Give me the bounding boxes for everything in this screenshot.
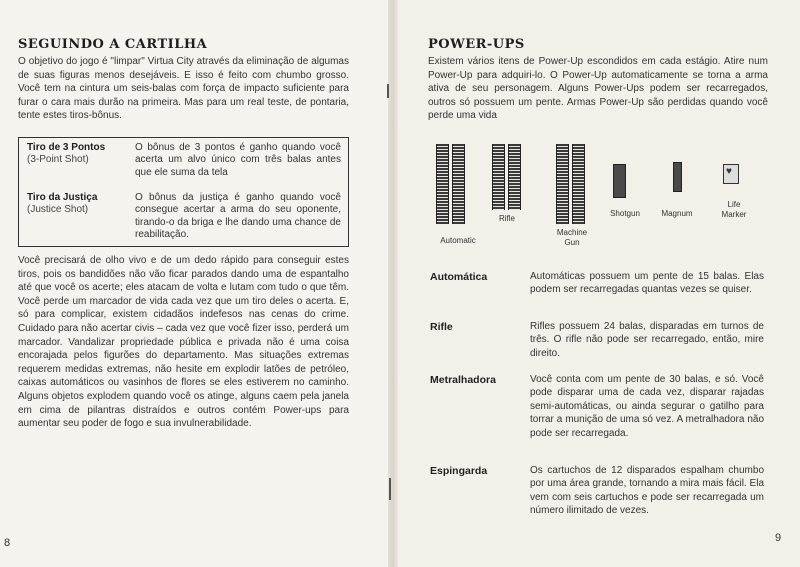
shotgun-label: Shotgun	[610, 209, 640, 218]
left-page	[0, 0, 392, 567]
right-page-intro: Existem vários itens de Power-Up escondidos em cada estágio. Atire num Power-Up para adquiri-lo. O Power-Up automaticamente se torna a arma ativa de seu personagem. Alguns Power-Ups podem ser recarregados, outros só possuem um pente. Armas Power-Up são perdidas quando você perde uma vida	[428, 56, 768, 122]
weapon-name: Metralhadora	[430, 374, 496, 386]
binding-mark	[387, 84, 389, 98]
machine-gun-label: Machine Gun	[556, 228, 588, 247]
ammo-clip-icon	[452, 144, 465, 224]
automatic-label: Automatic	[440, 236, 476, 245]
ammo-clip-icon	[572, 144, 585, 224]
ammo-clip-icon	[492, 144, 505, 210]
life-marker-icon	[723, 164, 739, 184]
weapon-description: Os cartuchos de 12 disparados espalham chumbo por uma área grande, tornando a mira mais fácil. Ela vem com seis cartuchos e pode ser recarregada um número ilimitado de vezes.	[530, 465, 764, 517]
weapon-description: Você conta com um pente de 30 balas, e só. Você pode disparar uma de cada vez, disparar rajadas semi-automáticas, ou ainda segurar o gatilho para torrar a munição de uma só vez. A metralhadora não pode ser recarregada.	[530, 374, 764, 439]
bonus-name: Tiro da Justiça	[27, 192, 98, 203]
bonus-name: Tiro de 3 Pontos	[27, 142, 106, 153]
ammo-clip-icon	[556, 144, 569, 224]
bonus-english-name: (Justice Shot)	[27, 204, 89, 215]
magnum-clip-icon	[673, 162, 682, 192]
bonus-shots-box	[18, 137, 349, 247]
page-number-left: 8	[4, 537, 11, 549]
weapon-description: Rifles possuem 24 balas, disparadas em turnos de três. O rifle não pode ser recarregado, então, mire direito.	[530, 321, 764, 359]
life-marker-label: Life Marker	[721, 200, 747, 219]
weapon-name: Automática	[430, 271, 488, 283]
rifle-label: Rifle	[498, 214, 515, 223]
weapon-name: Rifle	[430, 321, 453, 333]
weapons-illustration	[430, 140, 770, 258]
bonus-english-name: (3-Point Shot)	[27, 154, 89, 165]
bonus-name-block	[27, 192, 97, 216]
weapon-description: Automáticas possuem um pente de 15 balas. Elas podem ser recarregadas quantas vezes se quiser.	[530, 271, 764, 296]
shotgun-shell-icon	[613, 164, 626, 198]
left-page-intro: O objetivo do jogo é "limpar" Virtua City através da eliminação de algumas de suas figuras menos desejáveis. E isso é feito com chumbo grosso. Você tem na cintura um seis-balas com força de impacto suficiente para furar o cara mais durão na primeira. Mas para um real teste, de pontaria, tente estes tiros-bônus.	[18, 56, 349, 122]
page-number-right: 9	[775, 532, 782, 544]
right-page-heading: POWER-UPS	[428, 37, 525, 52]
left-page-heading: SEGUINDO A CARTILHA	[18, 37, 208, 52]
magnum-label: Magnum	[661, 209, 693, 218]
bonus-name-block	[27, 142, 105, 166]
weapon-name: Espingarda	[430, 465, 488, 477]
left-page-body: Você precisará de olho vivo e de um dedo rápido para conseguir estes tiros, pois os bandidões não vão ficar parados dando uma de espantalho até que você os acerte; eles atacam de volta e lutam com tudo o que têm. Você perde um marcador de vida cada vez que um tiro deles o acerta. E, só para complicar, existem cidadãos indefesos nas cenas do crime. Cuidado para não acertar civis – cada vez que você fizer isso, perderá um marcador. Vandalizar propriedade pública e privada não é uma coisa encorajada pelos figurões do departamento. Mas situações extremas requerem medidas extremas, não hesite em explodir latões de petróleo, caixas automáticos ou vasinhos de flores se eles estiverem no caminho. Alguns objetos explodem quando você os atinge, alguns caem pela janela em cima de pilantras distraídos e outros contém Power-ups para aumentar seu poder de fogo e sua invulnerabilidade.	[18, 255, 349, 430]
ammo-clip-icon	[508, 144, 521, 210]
binding-mark	[389, 478, 391, 500]
ammo-clip-icon	[436, 144, 449, 224]
bonus-description: O bônus de 3 pontos é ganho quando você acerta um alvo único com três balas antes que ele suma da tela	[135, 142, 341, 178]
bonus-description: O bônus da justiça é ganho quando você consegue acertar a arma do seu oponente, tirando-o da briga e lhe dando uma chance de reabilitação.	[135, 192, 341, 241]
